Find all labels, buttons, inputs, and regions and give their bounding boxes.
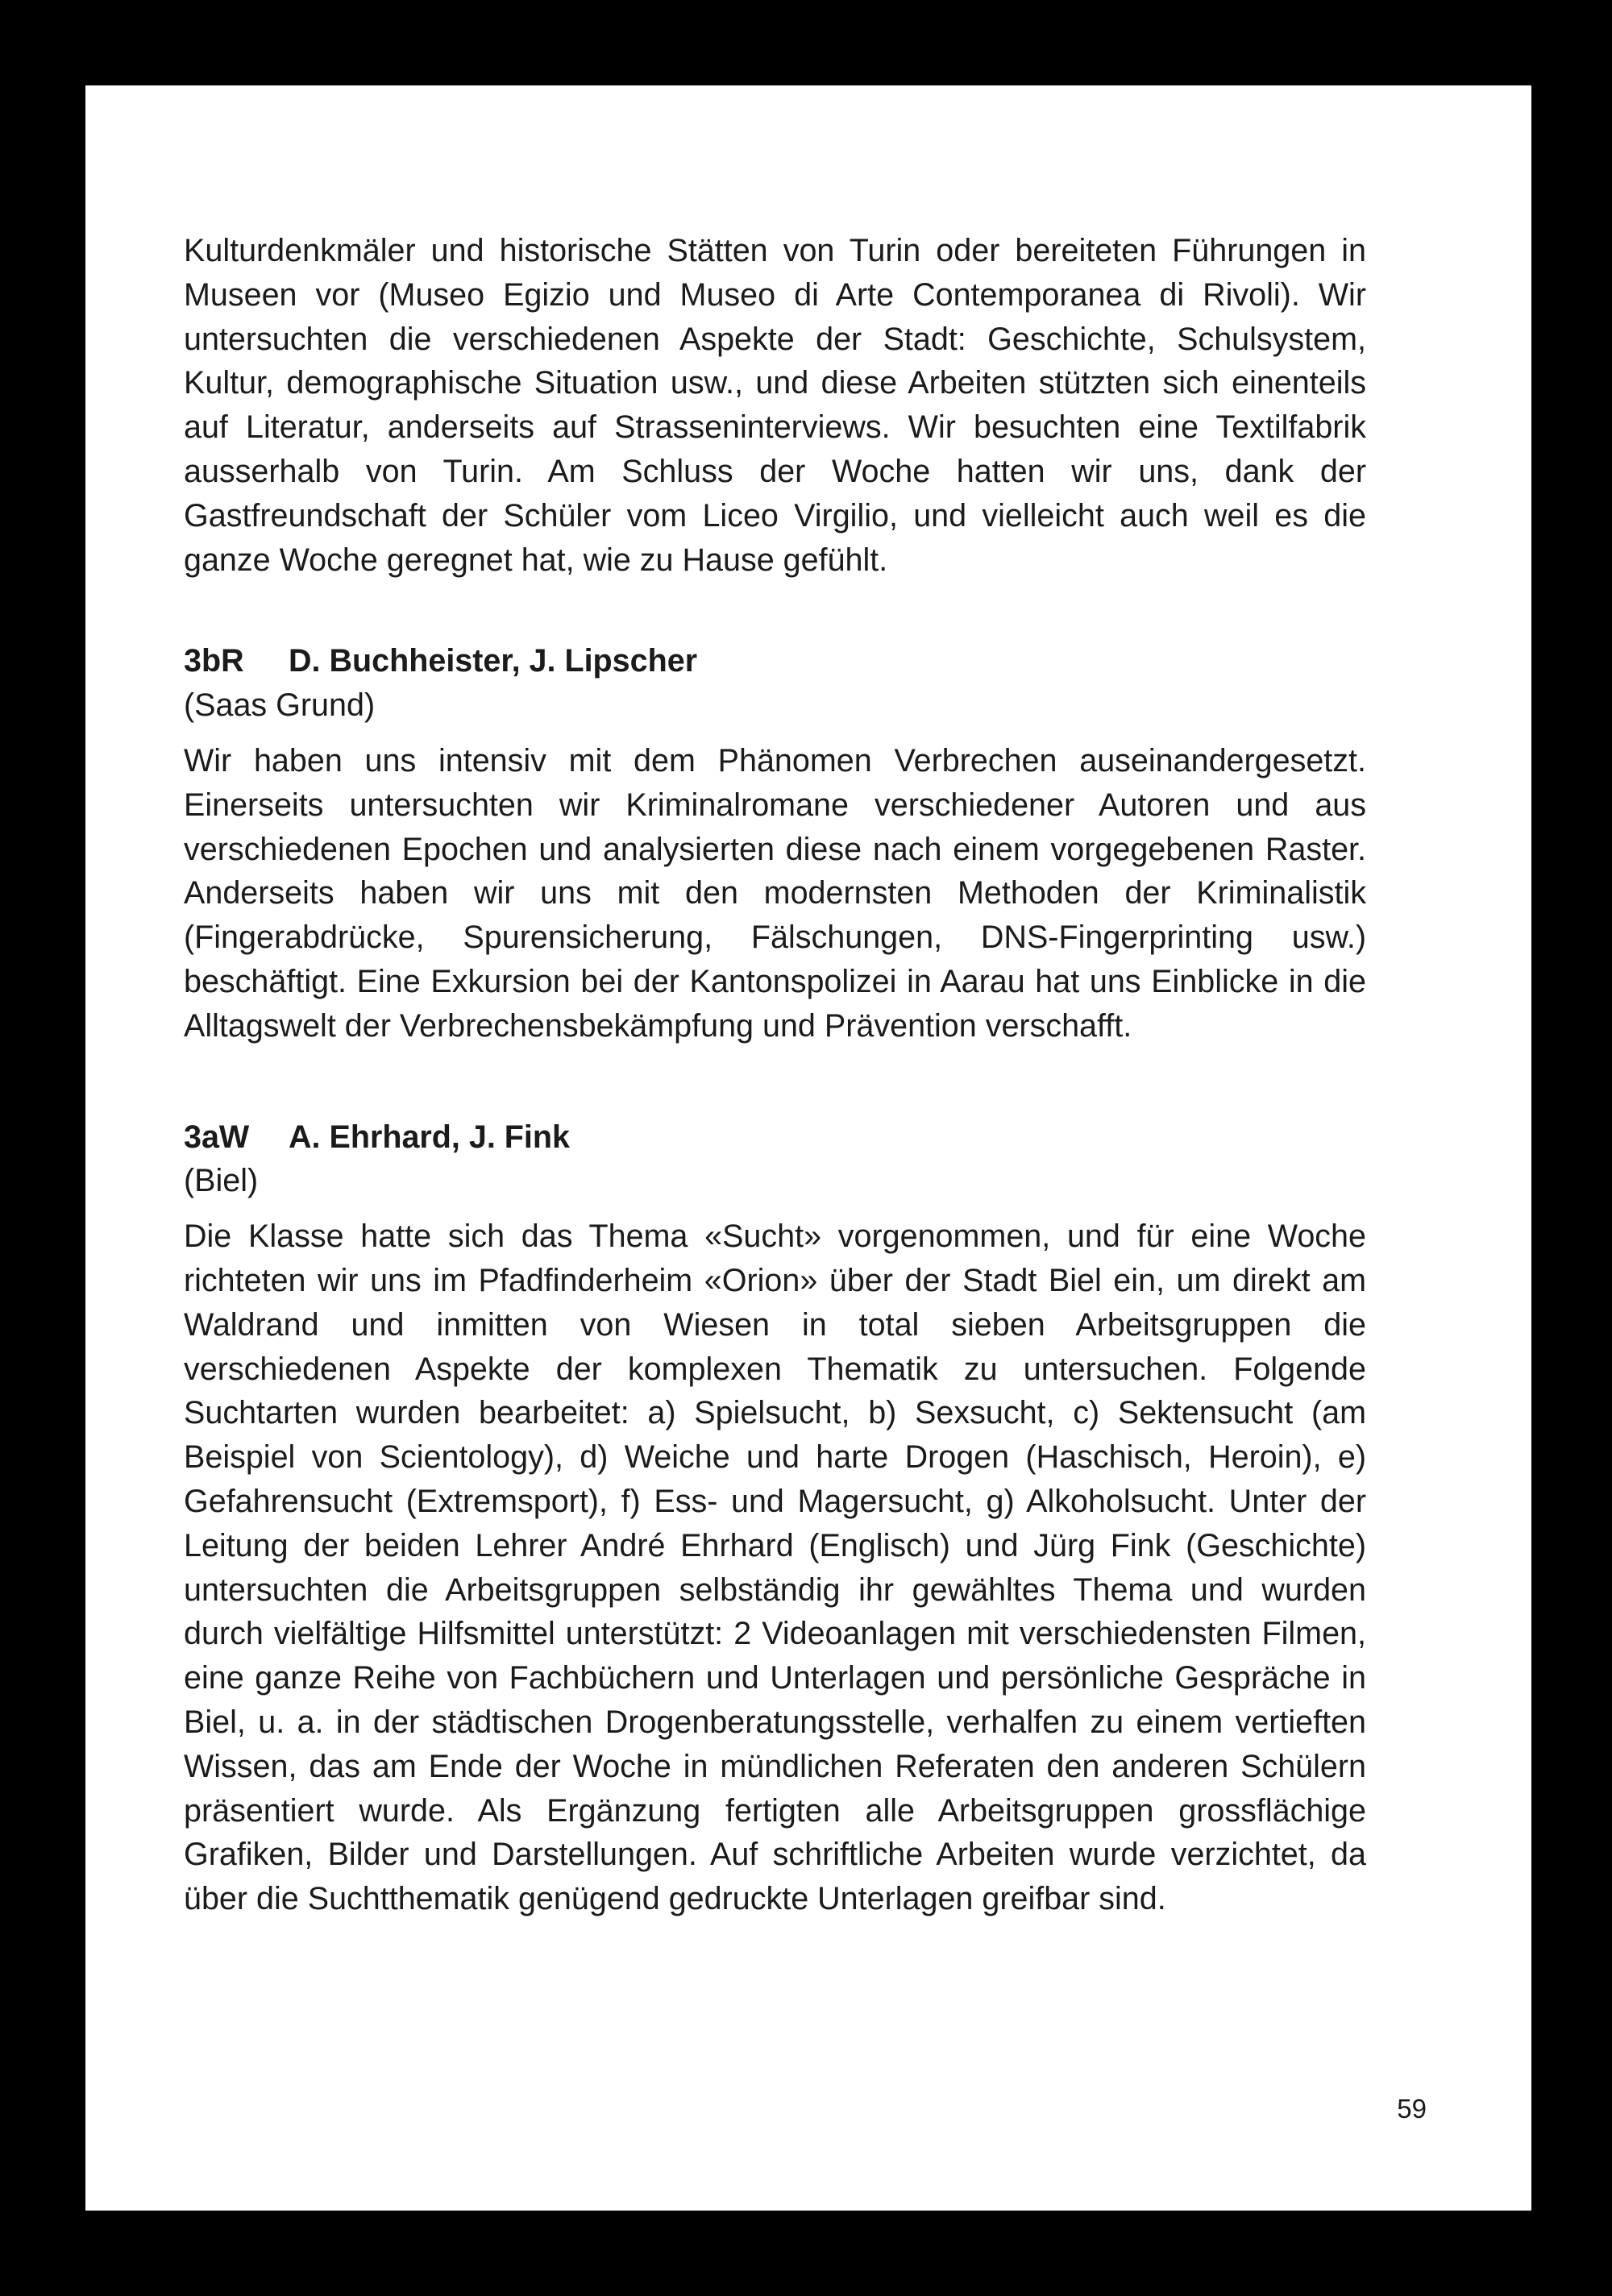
- section-heading: [184, 639, 1366, 683]
- section-3aW: [184, 1115, 1366, 1921]
- teacher-names: A. Ehrhard, J. Fink: [289, 1119, 570, 1155]
- section-body: Wir haben uns intensiv mit dem Phänomen Verbrechen auseinandergesetzt. Einerseits untersuchten wir Kriminalromane verschiedener Autoren und aus verschiedenen Epochen und analysierten diese nach einem vorgegebenen Raster. Anderseits haben wir uns mit den modernsten Methoden der Kriminalistik (Fingerabdrücke, Spurensicherung, Fälschungen, DNS-Fingerprinting usw.) beschäftigt. Eine Exkursion bei der Kantonspolizei in Aarau hat uns Einblicke in die Alltagswelt der Verbrechensbekämpfung und Prävention verschafft.: [184, 742, 1366, 1044]
- class-code: 3aW: [184, 1119, 250, 1155]
- page-content: [184, 229, 1366, 1921]
- class-code: 3bR: [184, 643, 244, 679]
- section-location: (Biel): [184, 1163, 259, 1199]
- section-body: Die Klasse hatte sich das Thema «Sucht» vorgenommen, und für eine Woche richteten wir uns im Pfadfinderheim «Orion» über der Stadt Biel ein, um direkt am Waldrand und inmitten von Wiesen in total sieben Arbeitsgruppen die verschiedenen Aspekte der komplexen Thematik zu untersuchen. Folgende Suchtarten wurden bearbeitet: a) Spielsucht, b) Sexsucht, c) Sektensucht (am Beispiel von Scientology), d) Weiche und harte Drogen (Haschisch, Heroin), e) Gefahrensucht (Extremsport), f) Ess- und Magersucht, g) Alkoholsucht. Unter der Leitung der beiden Lehrer André Ehrhard (Englisch) und Jürg Fink (Geschichte) untersuchten die Arbeitsgruppen selbständig ihr gewähltes Thema und wurden durch vielfältige Hilfsmittel unterstützt: 2 Videoanlagen mit verschiedensten Filmen, eine ganze Reihe von Fachbüchern und Unterlagen und persönliche Gespräche in Biel, u. a. in der städtischen Drogenberatungsstelle, verhalfen zu einem vertieften Wissen, das am Ende der Woche in mündlichen Referaten den anderen Schülern präsentiert wurde. Als Ergänzung fertigten alle Arbeitsgruppen grossflächige Grafiken, Bilder und Darstellungen. Auf schriftliche Arbeiten wurde verzichtet, da über die Suchtthematik genügend gedruckte Unterlagen greifbar sind.: [184, 1219, 1366, 1917]
- intro-paragraph: Kulturdenkmäler und historische Stätten von Turin oder bereiteten Führungen in Museen vor (Museo Egizio und Museo di Arte Contemporanea di Rivoli). Wir untersuchten die verschiedenen Aspekte der Stadt: Geschichte, Schulsystem, Kultur, demographische Situation usw., und diese Arbeiten stützten sich einenteils auf Literatur, anderseits auf Strasseninterviews. Wir besuchten eine Textilfabrik ausserhalb von Turin. Am Schluss der Woche hatten wir uns, dank der Gastfreundschaft der Schüler vom Liceo Virgilio, und vielleicht auch weil es die ganze Woche geregnet hat, wie zu Hause gefühlt.: [184, 233, 1366, 578]
- teacher-names: D. Buchheister, J. Lipscher: [289, 643, 698, 679]
- section-3bR: [184, 639, 1366, 1048]
- document-page: [85, 85, 1531, 2211]
- section-heading: [184, 1115, 1366, 1160]
- page-number: 59: [1397, 2094, 1427, 2124]
- section-location: (Saas Grund): [184, 687, 376, 724]
